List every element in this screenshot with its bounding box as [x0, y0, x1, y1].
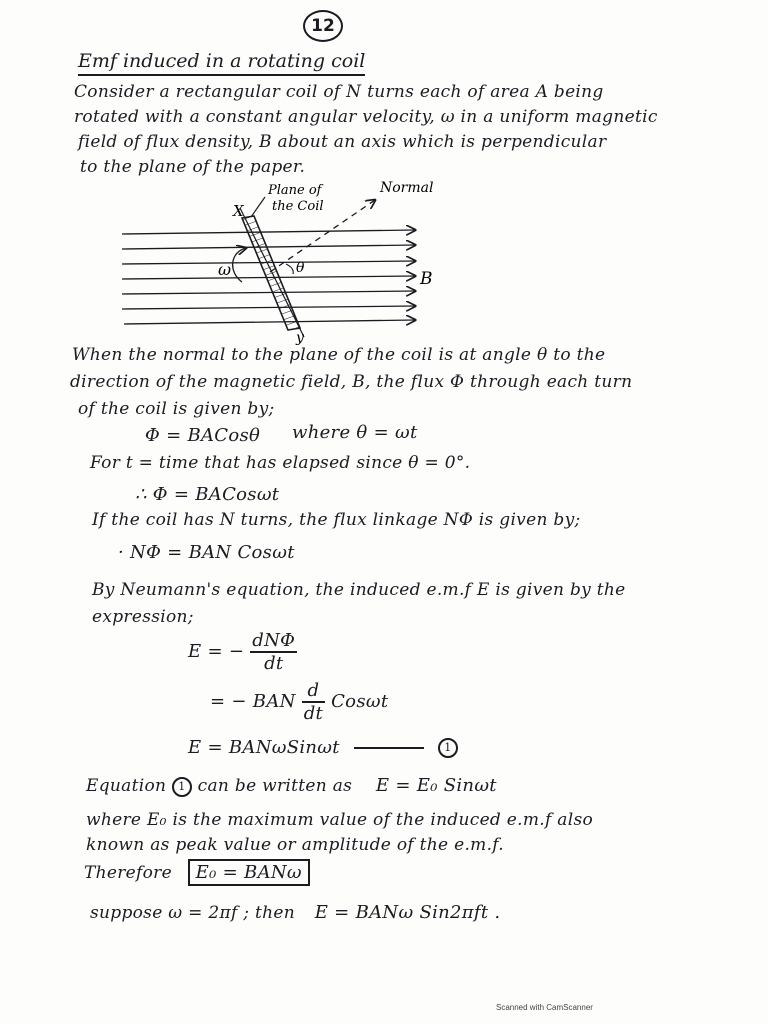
intro-line-2: rotated with a constant angular velocity, ω in a uniform magnetic: [74, 107, 658, 127]
eq-e1-lhs: E = −: [188, 641, 245, 662]
eq-e2-den: dt: [303, 703, 324, 724]
eq-form-eq: E = E₀ Sinωt: [375, 775, 497, 796]
eq-e1-num: dNΦ: [252, 630, 296, 651]
scanner-watermark: Scanned with CamScanner: [496, 1003, 593, 1012]
intro-line-1: Consider a rectangular coil of N turns each of area A being: [74, 82, 604, 102]
eq-e2-fraction: [302, 680, 325, 724]
para2-line-3: of the coil is given by;: [78, 399, 275, 419]
eq-flux-where: where θ = ωt: [292, 422, 418, 443]
intro-line-4: to the plane of the paper.: [80, 157, 306, 177]
label-omega: ω: [218, 260, 232, 279]
eq-ref-marker: 1: [438, 738, 458, 758]
label-theta: θ: [296, 260, 305, 276]
linkage-line: If the coil has N turns, the flux linkage NΦ is given by;: [92, 510, 581, 530]
eq-e3: [188, 737, 458, 758]
neumann-line-2: expression;: [92, 607, 194, 627]
coil-plane: [242, 216, 300, 330]
time-line: For t = time that has elapsed since θ = 0°.: [90, 453, 471, 473]
label-plane-2: the Coil: [272, 199, 324, 214]
omega-arc: [233, 248, 246, 282]
eq-e1-fraction: [250, 630, 297, 674]
eq-e3-rule: [354, 747, 424, 749]
intro-line-3: field of flux density, B about an axis which is perpendicular: [78, 132, 607, 152]
eq-e2-lhs: = − BAN: [210, 691, 296, 712]
eq-e2: [210, 680, 388, 724]
therefore-label: Therefore: [84, 863, 172, 883]
boxed-equation: E₀ = BANω: [188, 859, 310, 886]
eq-form-line: [86, 775, 497, 797]
eq-form-pre: Equation: [86, 776, 167, 796]
label-b: B: [420, 269, 433, 289]
neumann-line-1: By Neumann's equation, the induced e.m.f E is given by the: [92, 580, 626, 600]
eq-e3-text: E = BANωSinωt: [188, 737, 340, 758]
eq-linkage: · NΦ = BAN Cosωt: [118, 542, 295, 563]
eq-e1-den: dt: [264, 653, 284, 674]
para2-line-2: direction of the magnetic field, B, the flux Φ through each turn: [70, 372, 633, 392]
eq-form-mid: can be written as: [197, 776, 353, 796]
label-x: X: [233, 202, 244, 220]
therefore-line: [84, 862, 310, 883]
eq-e2-num: d: [302, 680, 325, 703]
section-heading: Emf induced in a rotating coil: [78, 50, 365, 76]
label-normal: Normal: [380, 180, 434, 196]
plane-pointer: [251, 197, 265, 217]
rotating-coil-diagram: [110, 172, 460, 347]
eq-form-ref: 1: [172, 777, 192, 797]
label-plane: Plane of: [268, 183, 322, 198]
suppose-line: [90, 902, 500, 923]
suppose-pre: suppose ω = 2πf ; then: [90, 903, 295, 923]
suppose-eq: E = BANω Sin2πft .: [314, 902, 501, 923]
where-line-2: known as peak value or amplitude of the e.m.f.: [86, 835, 504, 855]
where-line-1: where E₀ is the maximum value of the induced e.m.f also: [86, 810, 594, 830]
eq-e1: [188, 630, 297, 674]
page-number: 12: [303, 10, 343, 42]
eq-flux: Φ = BACosθ: [145, 425, 261, 446]
label-y: y: [296, 330, 304, 346]
eq-flux-t: ∴ Φ = BACosωt: [135, 484, 280, 505]
para2-line-1: When the normal to the plane of the coil is at angle θ to the: [72, 345, 606, 365]
theta-arc: [286, 264, 293, 274]
eq-e2-rhs: Cosωt: [331, 691, 389, 712]
rotation-axis: [240, 208, 304, 337]
